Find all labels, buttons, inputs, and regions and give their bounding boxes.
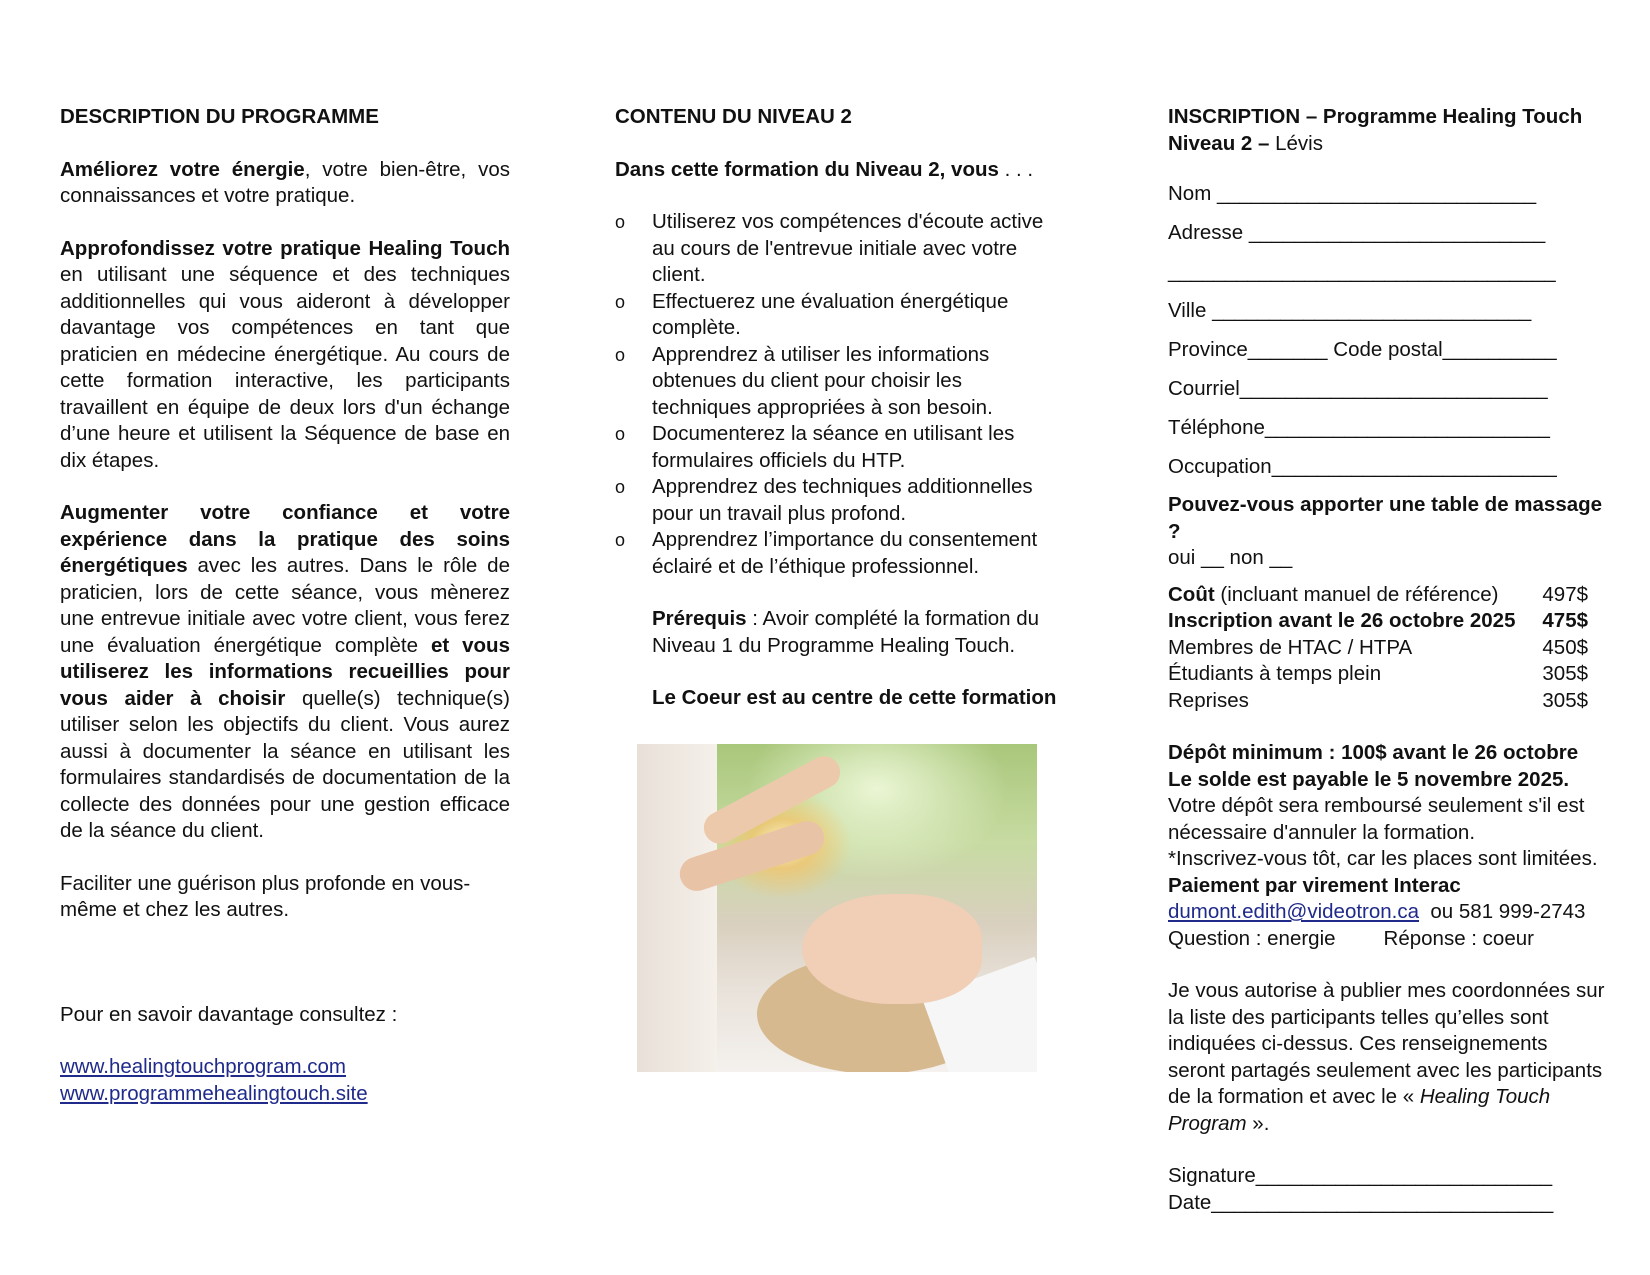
practice-lead: Approfondissez votre pratique Healing Touch — [60, 236, 510, 260]
level-content-heading: CONTENU DU NIVEAU 2 — [615, 105, 852, 128]
registration-form — [1168, 181, 1608, 480]
balance-due: Le solde est payable le 5 novembre 2025. — [1168, 767, 1570, 791]
cost-price: 305$ — [1542, 662, 1588, 685]
bullet-circle-icon: o — [615, 212, 626, 232]
objectives-list — [615, 209, 1065, 580]
cost-table — [1168, 582, 1608, 715]
massage-table-question: Pouvez-vous apporter une table de massage ? — [1168, 493, 1603, 543]
level-content-column — [615, 104, 1065, 712]
bullet-circle-icon: o — [615, 530, 626, 550]
confidence-bold-2: et vous utiliserez les informations recueillies pour vous aider à choisir — [60, 633, 510, 710]
cost-label — [1168, 661, 1381, 688]
email-field[interactable]: Courriel___________________________ — [1168, 377, 1548, 400]
practice-text: en utilisant une séquence et des techniques additionnelles qui vous aideront à développer davantage vos compétences en tant que praticien en médecine énergétique. Au cours de cette formation interactive, les participants travaillent en équipe de deux lors d'un échange d’une heure et utilisent la Séquence de base en dix étapes. — [60, 263, 510, 472]
healing-touch-photo — [637, 744, 1037, 1072]
date-field[interactable]: Date______________________________ — [1168, 1190, 1554, 1214]
consent-paragraph — [1168, 978, 1608, 1137]
balance-paragraph — [1168, 767, 1608, 847]
contact-line — [1168, 899, 1608, 926]
registration-title: INSCRIPTION – Programme Healing Touch — [1168, 105, 1583, 128]
prerequisite-text — [615, 606, 1065, 659]
cost-label-text: Étudiants à temps plein — [1168, 662, 1382, 685]
level-intro-bold: Dans cette formation du Niveau 2, vous — [615, 157, 999, 181]
list-item — [615, 289, 1065, 342]
signature-field[interactable]: Signature__________________________ — [1168, 1164, 1553, 1187]
list-item — [615, 342, 1065, 422]
list-item-text: Utiliserez vos compétences d'écoute active au cours de l'entrevue initiale avec votre client. — [652, 210, 1044, 286]
bullet-circle-icon: o — [615, 344, 626, 365]
list-item-text: Apprendrez l’importance du consentement éclairé et de l’éthique professionnel. — [652, 528, 1038, 578]
consent-program-name: Healing Touch Program — [1168, 1085, 1551, 1135]
cost-label — [1168, 582, 1498, 609]
confidence-text-2: quelle(s) technique(s) utiliser selon les objectifs du client. Vous aurez aussi à documenter la séance en utilisant les formulaires standardisés de documentation de la collecte des données pour une gestion efficace de la séance du client. — [60, 686, 510, 842]
city-field[interactable]: Ville ____________________________ — [1168, 299, 1532, 322]
bullet-circle-icon: o — [615, 424, 626, 444]
consent-text: Je vous autorise à publier mes coordonnées sur la liste des participants telles qu’elles sont indiquées ci-dessus. Ces renseignements seront partagés seulement avec les participants de la formation et avec le « — [1168, 979, 1605, 1108]
consent-end: ». — [1246, 1111, 1270, 1135]
list-item-text: Effectuerez une évaluation énergétique complète. — [652, 289, 1009, 339]
province-postal-field[interactable]: Province_______ Code postal__________ — [1168, 338, 1557, 361]
bullet-circle-icon: o — [615, 477, 626, 497]
bullet-circle-icon: o — [615, 291, 626, 312]
name-field[interactable]: Nom ____________________________ — [1168, 182, 1537, 205]
energy-lead: Améliorez votre énergie — [60, 157, 305, 181]
list-item — [615, 421, 1065, 474]
more-info-text: Pour en savoir davantage consultez : — [60, 1002, 398, 1026]
cost-label-text: (incluant manuel de référence) — [1214, 582, 1499, 606]
address-field[interactable]: Adresse __________________________ — [1168, 221, 1546, 244]
energy-paragraph — [60, 157, 510, 210]
table-row — [1168, 688, 1588, 715]
cost-price: 475$ — [1542, 609, 1588, 632]
prerequisite-body: : Avoir complété la formation du Niveau 1 du Programme Healing Touch. — [652, 607, 1040, 657]
refund-text: Votre dépôt sera remboursé seulement s'il est nécessaire d'annuler la formation. — [1168, 794, 1585, 844]
cost-label — [1168, 635, 1412, 662]
energy-text: , votre bien-être, vos connaissances et votre pratique. — [60, 157, 510, 207]
cost-label-bold: Inscription avant le 26 octobre 2025 — [1168, 609, 1516, 632]
table-row — [1168, 661, 1588, 688]
cost-price: 305$ — [1542, 688, 1588, 712]
address-line-2-field[interactable]: __________________________________ — [1168, 260, 1556, 283]
programmehealingtouch-link[interactable]: www.programmehealingtouch.site — [60, 1081, 368, 1105]
coeur-statement: Le Coeur est au centre de cette formation — [652, 686, 1057, 709]
confidence-paragraph — [60, 500, 510, 845]
level-intro-ellipsis: . . . — [998, 157, 1034, 181]
early-registration-note: *Inscrivez-vous tôt, car les places sont limitées. — [1168, 847, 1598, 870]
interac-qa — [1168, 926, 1608, 953]
confidence-text-1: avec les autres. Dans le rôle de praticien, lors de cette séance, vous mènerez une entrevue initiale avec votre client, vous ferez une évaluation énergétique complète — [60, 554, 510, 657]
list-item-text: Apprendrez des techniques additionnelles pour un travail plus profond. — [652, 475, 1033, 525]
table-row — [1168, 635, 1588, 662]
interac-question: Question : energie — [1168, 926, 1336, 950]
registration-level: Niveau 2 – — [1168, 131, 1276, 155]
cost-label-text: Reprises — [1168, 688, 1249, 712]
program-description-heading: DESCRIPTION DU PROGRAMME — [60, 105, 379, 128]
email-link[interactable]: dumont.edith@videotron.ca — [1168, 900, 1420, 923]
practitioner-arm — [637, 744, 717, 1072]
table-row — [1168, 608, 1588, 635]
registration-column — [1168, 104, 1608, 1216]
list-item — [615, 527, 1065, 580]
program-description-column — [60, 104, 510, 1107]
list-item — [615, 209, 1065, 289]
list-item-text: Apprendrez à utiliser les informations obtenues du client pour choisir les techniques appropriées à son besoin. — [652, 342, 993, 419]
cost-label-text: Membres de HTAC / HTPA — [1168, 635, 1413, 659]
deposit-minimum: Dépôt minimum : 100$ avant le 26 octobre — [1168, 741, 1579, 764]
cost-price: 450$ — [1542, 635, 1588, 659]
massage-table-answer[interactable]: oui __ non __ — [1168, 546, 1293, 569]
confidence-lead: Augmenter votre confiance et votre expérience dans la pratique des soins énergétiques — [60, 501, 510, 577]
practice-paragraph — [60, 236, 510, 475]
level-intro — [615, 157, 1065, 184]
list-item — [615, 474, 1065, 527]
client-face — [802, 894, 982, 1004]
occupation-field[interactable]: Occupation_________________________ — [1168, 455, 1557, 478]
healingtouchprogram-link[interactable]: www.healingtouchprogram.com — [60, 1055, 346, 1078]
cost-label — [1168, 608, 1516, 635]
table-row — [1168, 582, 1588, 609]
cost-label-bold: Coût — [1168, 582, 1215, 606]
interac-answer: Réponse : coeur — [1383, 926, 1534, 950]
registration-city: Lévis — [1275, 131, 1323, 155]
cost-price: 497$ — [1542, 582, 1588, 606]
prerequisite-label: Prérequis — [652, 607, 747, 630]
list-item-text: Documenterez la séance en utilisant les formulaires officiels du HTP. — [652, 422, 1015, 472]
cost-label — [1168, 688, 1249, 715]
contact-phone: ou 581 999-2743 — [1419, 900, 1586, 923]
payment-method: Paiement par virement Interac — [1168, 873, 1461, 897]
phone-field[interactable]: Téléphone_________________________ — [1168, 416, 1550, 439]
healing-paragraph: Faciliter une guérison plus profonde en vous-même et chez les autres. — [60, 871, 471, 921]
registration-subtitle — [1168, 131, 1608, 158]
